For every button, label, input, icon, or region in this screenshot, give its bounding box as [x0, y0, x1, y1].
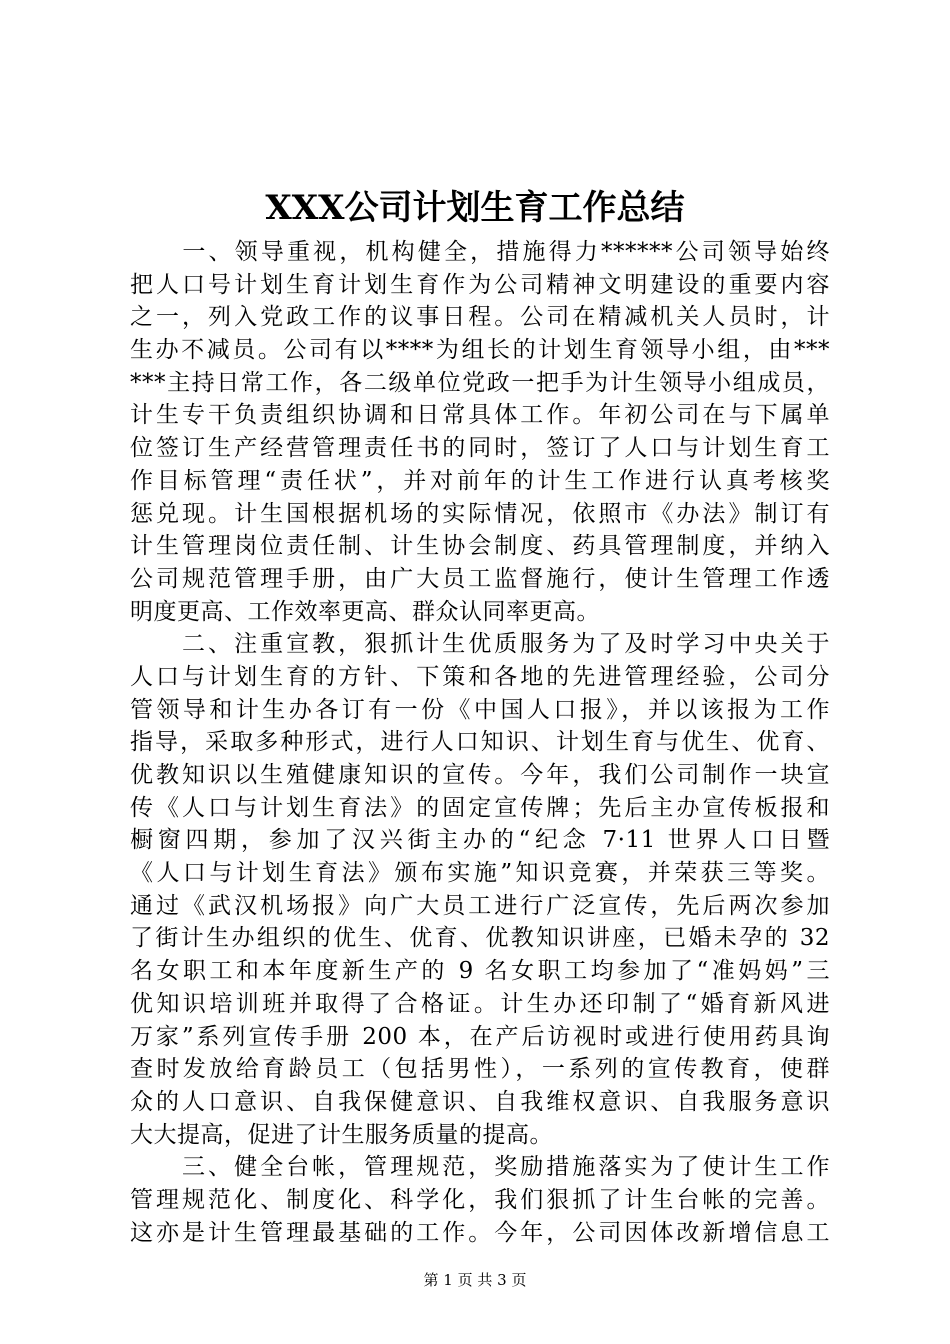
text-line: 把人口号计划生育计划生育作为公司精神文明建设的重要内容: [130, 271, 830, 298]
text-line: 三、健全台帐，管理规范，奖励措施落实为了使计生工作: [130, 1154, 830, 1181]
text-line: 传《人口与计划生育法》的固定宣传牌；先后主办宣传板报和: [130, 794, 830, 821]
text-line: 二、注重宣教，狠抓计生优质服务为了及时学习中央关于: [130, 631, 830, 658]
text-line: 名女职工和本年度新生产的 9 名女职工均参加了“准妈妈”三: [130, 958, 830, 985]
text-line: 优知识培训班并取得了合格证。计生办还印制了“婚育新风进: [130, 990, 830, 1017]
text-line: 管领导和计生办各订有一份《中国人口报》，并以该报为工作: [130, 696, 830, 723]
text-line: 橱窗四期，参加了汉兴街主办的“纪念 7·11 世界人口日暨: [130, 827, 830, 854]
text-line: 这亦是计生管理最基础的工作。今年，公司因体改新增信息工: [130, 1219, 830, 1246]
text-line: 万家”系列宣传手册 200 本，在产后访视时或进行使用药具询: [130, 1023, 830, 1050]
text-line: 计生管理岗位责任制、计生协会制度、药具管理制度，并纳入: [130, 533, 830, 560]
text-line: 明度更高、工作效率更高、群众认同率更高。: [130, 598, 600, 625]
text-line: 计生专干负责组织协调和日常具体工作。年初公司在与下属单: [130, 402, 830, 429]
text-line: 一、领导重视，机构健全，措施得力******公司领导始终: [130, 239, 830, 265]
text-line: 管理规范化、制度化、科学化，我们狠抓了计生台帐的完善。: [130, 1186, 830, 1213]
text-line: 指导，采取多种形式，进行人口知识、计划生育与优生、优育、: [130, 729, 830, 756]
text-line: 公司规范管理手册，由广大员工监督施行，使计生管理工作透: [130, 565, 830, 592]
text-line: 《人口与计划生育法》颁布实施”知识竞赛，并荣获三等奖。: [130, 860, 830, 887]
text-line: 位签订生产经营管理责任书的同时，签订了人口与计划生育工: [130, 435, 830, 462]
text-line: 大大提高，促进了计生服务质量的提高。: [130, 1121, 553, 1148]
text-line: 了街计生办组织的优生、优育、优教知识讲座，已婚未孕的 32: [130, 925, 830, 952]
text-line: 优教知识以生殖健康知识的宣传。今年，我们公司制作一块宣: [130, 762, 830, 788]
text-line: 生办不减员。公司有以****为组长的计划生育领导小组，由***: [130, 337, 830, 364]
page-footer: 第 1 页 共 3 页: [423, 1271, 527, 1289]
text-line: 之一，列入党政工作的议事日程。公司在精减机关人员时，计: [130, 304, 830, 331]
text-line: 作目标管理“责任状”，并对前年的计生工作进行认真考核奖: [130, 467, 830, 494]
text-line: ***主持日常工作，各二级单位党政一把手为计生领导小组成员，: [130, 369, 830, 396]
text-line: 众的人口意识、自我保健意识、自我维权意识、自我服务意识: [130, 1088, 830, 1115]
text-line: 查时发放给育龄员工（包括男性），一系列的宣传教育，使群: [130, 1056, 830, 1083]
text-line: 惩兑现。计生国根据机场的实际情况，依照市《办法》制订有: [130, 500, 830, 527]
document-title: XXX公司计划生育工作总结: [265, 188, 685, 228]
text-line: 人口与计划生育的方针、下策和各地的先进管理经验，公司分: [130, 663, 830, 690]
text-line: 通过《武汉机场报》向广大员工进行广泛宣传，先后两次参加: [130, 892, 830, 919]
document-body: [130, 236, 830, 1249]
